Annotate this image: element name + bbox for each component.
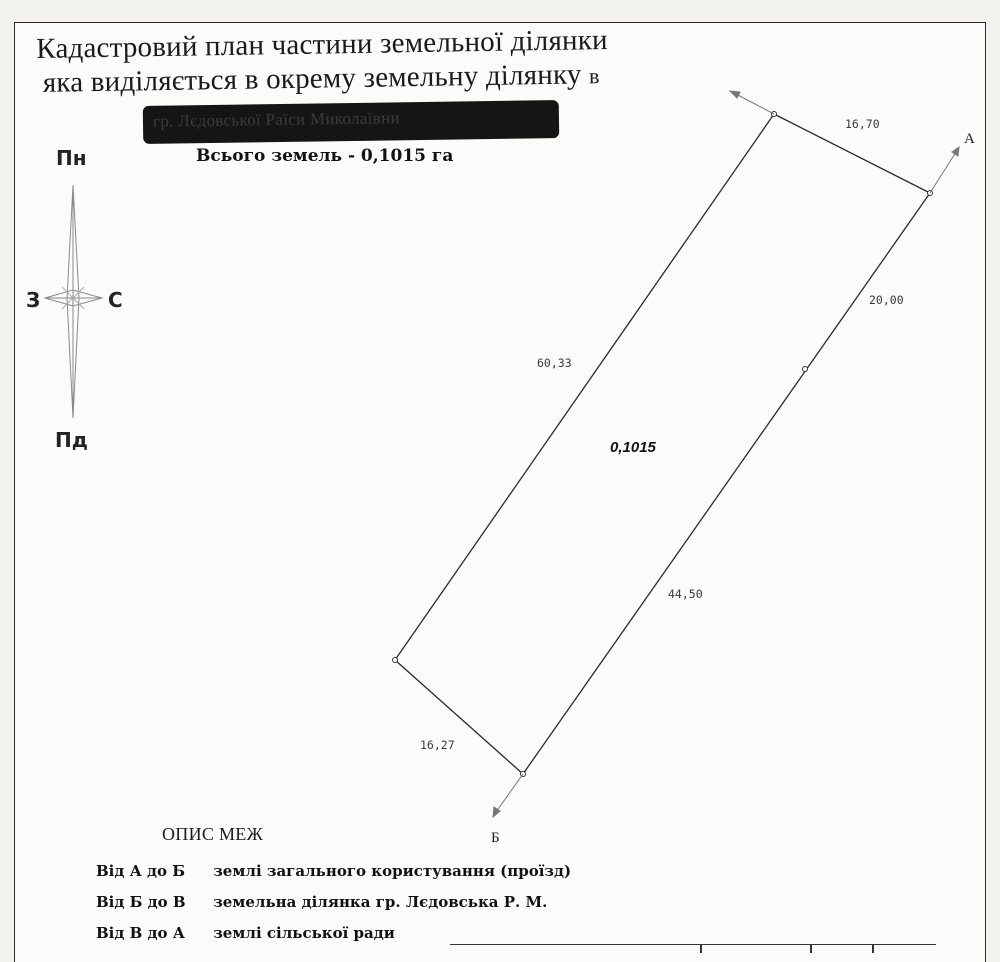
dimension-right-lower: 44,50 bbox=[668, 587, 703, 601]
point-label-b: Б bbox=[491, 830, 500, 846]
point-label-v-title: в bbox=[588, 63, 600, 89]
compass-rose-icon bbox=[45, 185, 102, 418]
compass-south-label: Пд bbox=[55, 428, 88, 452]
owner-name-redacted: гр. Лєдовської Раїси Миколаївни bbox=[152, 108, 400, 131]
plot-area-label: 0,1015 bbox=[610, 439, 656, 456]
boundary-text: землі сільської ради bbox=[213, 924, 395, 942]
vertex-mid-right bbox=[803, 367, 808, 372]
compass-east-label: С bbox=[108, 288, 123, 312]
compass-north-label: Пн bbox=[56, 146, 87, 170]
boundary-segment: Від Б до В bbox=[96, 893, 186, 911]
arrow-a-icon bbox=[930, 147, 959, 193]
dimension-bottom: 16,27 bbox=[420, 738, 455, 752]
boundary-text: землі загального користування (проїзд) bbox=[213, 862, 572, 880]
boundary-row bbox=[96, 924, 395, 942]
point-label-a: А bbox=[964, 131, 975, 147]
arrow-b-icon bbox=[493, 774, 523, 817]
compass-west-label: З bbox=[26, 288, 41, 312]
title-line-2: яка виділяється в окрему земельну ділянку в bbox=[42, 58, 600, 99]
title-line-1: Кадастровий план частини земельної ділянки bbox=[36, 24, 608, 65]
plot-boundary bbox=[393, 112, 933, 777]
boundary-segment: Від А до Б bbox=[96, 862, 186, 880]
boundary-row bbox=[96, 862, 571, 880]
boundary-text: земельна ділянка гр. Лєдовська Р. М. bbox=[213, 893, 548, 911]
boundary-segment: Від В до А bbox=[96, 924, 185, 942]
dimension-top: 16,70 bbox=[845, 117, 880, 131]
dimension-left: 60,33 bbox=[537, 356, 572, 370]
boundary-row bbox=[96, 893, 547, 911]
boundary-heading: ОПИС МЕЖ bbox=[162, 824, 264, 844]
total-area-label: Всього земель - 0,1015 га bbox=[196, 146, 454, 166]
arrow-v-icon bbox=[730, 91, 774, 114]
vertex-left bbox=[393, 658, 398, 663]
dimension-right-upper: 20,00 bbox=[869, 293, 904, 307]
